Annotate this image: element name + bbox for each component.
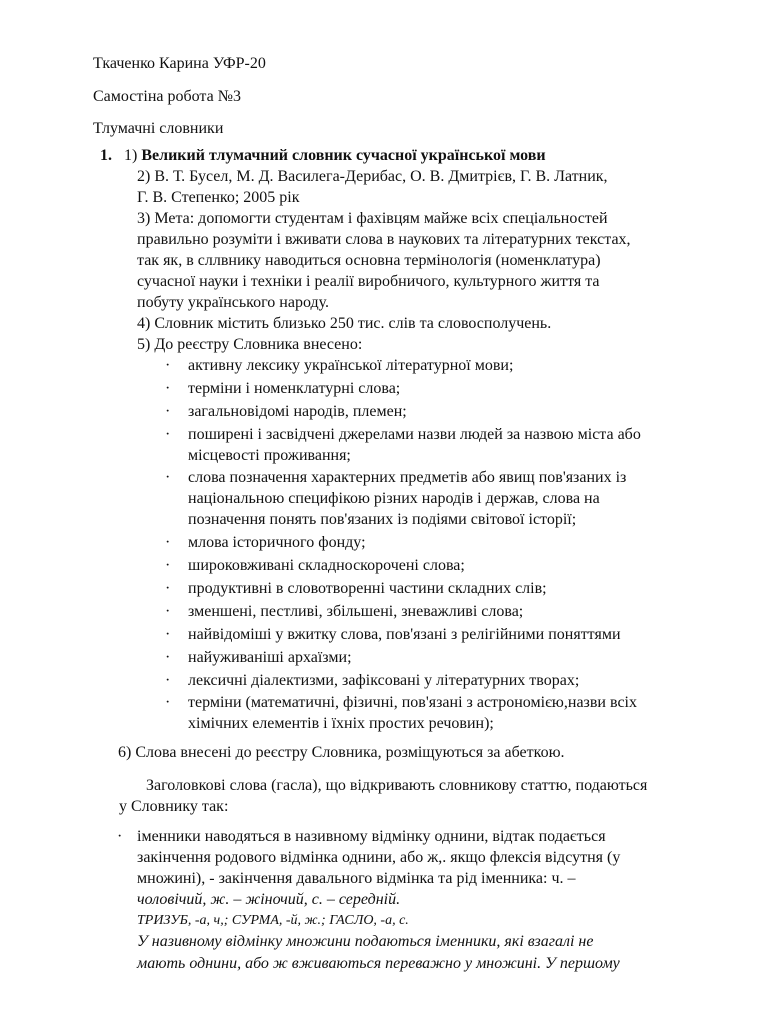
list-item: загальновідомі народів, племен; — [188, 403, 407, 420]
bullet-icon: · — [165, 380, 171, 397]
list-number: 1. — [100, 147, 112, 164]
list-item-continuation: хімічних елементів і їхніх простих речовин); — [188, 715, 494, 732]
goal-line: побуту українського народу. — [137, 294, 330, 311]
bullet-icon: · — [165, 557, 171, 574]
bullet-icon: · — [165, 603, 171, 620]
bullet-icon: · — [117, 828, 123, 845]
goal-line: правильно розуміти і вживати слова в наукових та літературних текстах, — [137, 231, 631, 248]
list-item: продуктивні в словотворенні частини складних слів; — [188, 580, 547, 597]
authors-line-1: 2) В. Т. Бусел, М. Д. Василега-Дерибас, О. В. Дмитрієв, Г. В. Латник, — [137, 168, 608, 185]
bullet-icon: · — [165, 534, 171, 551]
list-item: найвідоміші у вжитку слова, пов'язані з релігійними поняттями — [188, 626, 621, 643]
work-title: Самостіна робота №3 — [93, 88, 241, 105]
dictionary-title: Великий тлумачний словник сучасної української мови — [141, 147, 546, 164]
topic-heading: Тлумачні словники — [93, 120, 224, 137]
list-item: лексичні діалектизми, зафіксовані у літературних творах; — [188, 672, 580, 689]
list-item: поширені і засвідчені джерелами назви людей за назвою міста або — [188, 426, 641, 443]
gender-abbreviations: чоловічий, ж. – жіночий, с. – середній. — [137, 891, 401, 908]
nouns-rule-line: іменники наводяться в називному відмінку однини, відтак подається — [137, 828, 606, 845]
list-item: найуживаніші архаїзми; — [188, 649, 352, 666]
list-item-continuation: місцевості проживання; — [188, 447, 351, 464]
count-line: 4) Словник містить близько 250 тис. слів та словосполучень. — [137, 315, 552, 332]
headwords-intro-line: у Словнику так: — [119, 798, 229, 815]
order-line: 6) Слова внесені до реєстру Словника, розміщуються за абеткою. — [118, 744, 565, 761]
goal-line: так як, в сллвнику наводиться основна термінологія (номенклатура) — [137, 252, 601, 269]
goal-line: 3) Мета: допомогти студентам і фахівцям майже всіх спеціальностей — [137, 210, 608, 227]
bullet-icon: · — [165, 580, 171, 597]
registry-intro: 5) До реєстру Словника внесено: — [137, 336, 363, 353]
plural-note-line: У називному відмінку множини подаються іменники, які взагалі не — [137, 933, 594, 950]
list-item: активну лексику української літературної мови; — [188, 357, 514, 374]
dictionary-title-line — [124, 145, 546, 166]
bullet-icon: · — [165, 403, 171, 420]
goal-line: сучасної науки і техніки і реалії виробничого, культурного життя та — [137, 273, 600, 290]
plural-note-line: мають однини, або ж вживаються переважно у множині. У першому — [137, 955, 620, 972]
example-line: ТРИЗУБ, -а, ч,; СУРМА, -й, ж.; ГАСЛО, -а, с. — [137, 913, 409, 928]
list-item: слова позначення характерних предметів або явищ пов'язаних із — [188, 469, 627, 486]
bullet-icon: · — [165, 426, 171, 443]
list-item-continuation: позначення понять пов'язаних із подіями світової історії; — [188, 511, 577, 528]
bullet-icon: · — [165, 649, 171, 666]
bullet-icon: · — [165, 694, 171, 711]
bullet-icon: · — [165, 357, 171, 374]
headwords-intro-line: Заголовкові слова (гасла), що відкривають словникову статтю, подаються — [146, 777, 648, 794]
authors-line-2: Г. В. Степенко; 2005 рік — [137, 189, 300, 206]
sub-number: 1) — [124, 147, 142, 164]
list-item: млова історичного фонду; — [188, 534, 366, 551]
author-line: Ткаченко Карина УФР-20 — [93, 55, 266, 72]
list-item: терміни (математичні, фізичні, пов'язані з астрономією,назви всіх — [188, 694, 637, 711]
bullet-icon: · — [165, 469, 171, 486]
list-item-continuation: національною специфікою різних народів і держав, слова на — [188, 490, 600, 507]
list-item: терміни і номенклатурні слова; — [188, 380, 401, 397]
list-item: широковживані складноскорочені слова; — [188, 557, 465, 574]
bullet-icon: · — [165, 626, 171, 643]
nouns-rule-line: множині), - закінчення давального відмінка та рід іменника: ч. – — [137, 870, 576, 887]
list-item: зменшені, пестливі, збільшені, зневажливі слова; — [188, 603, 524, 620]
nouns-rule-line: закінчення родового відмінка однини, або ж,. якщо флексія відсутня (у — [137, 849, 621, 866]
bullet-icon: · — [165, 672, 171, 689]
